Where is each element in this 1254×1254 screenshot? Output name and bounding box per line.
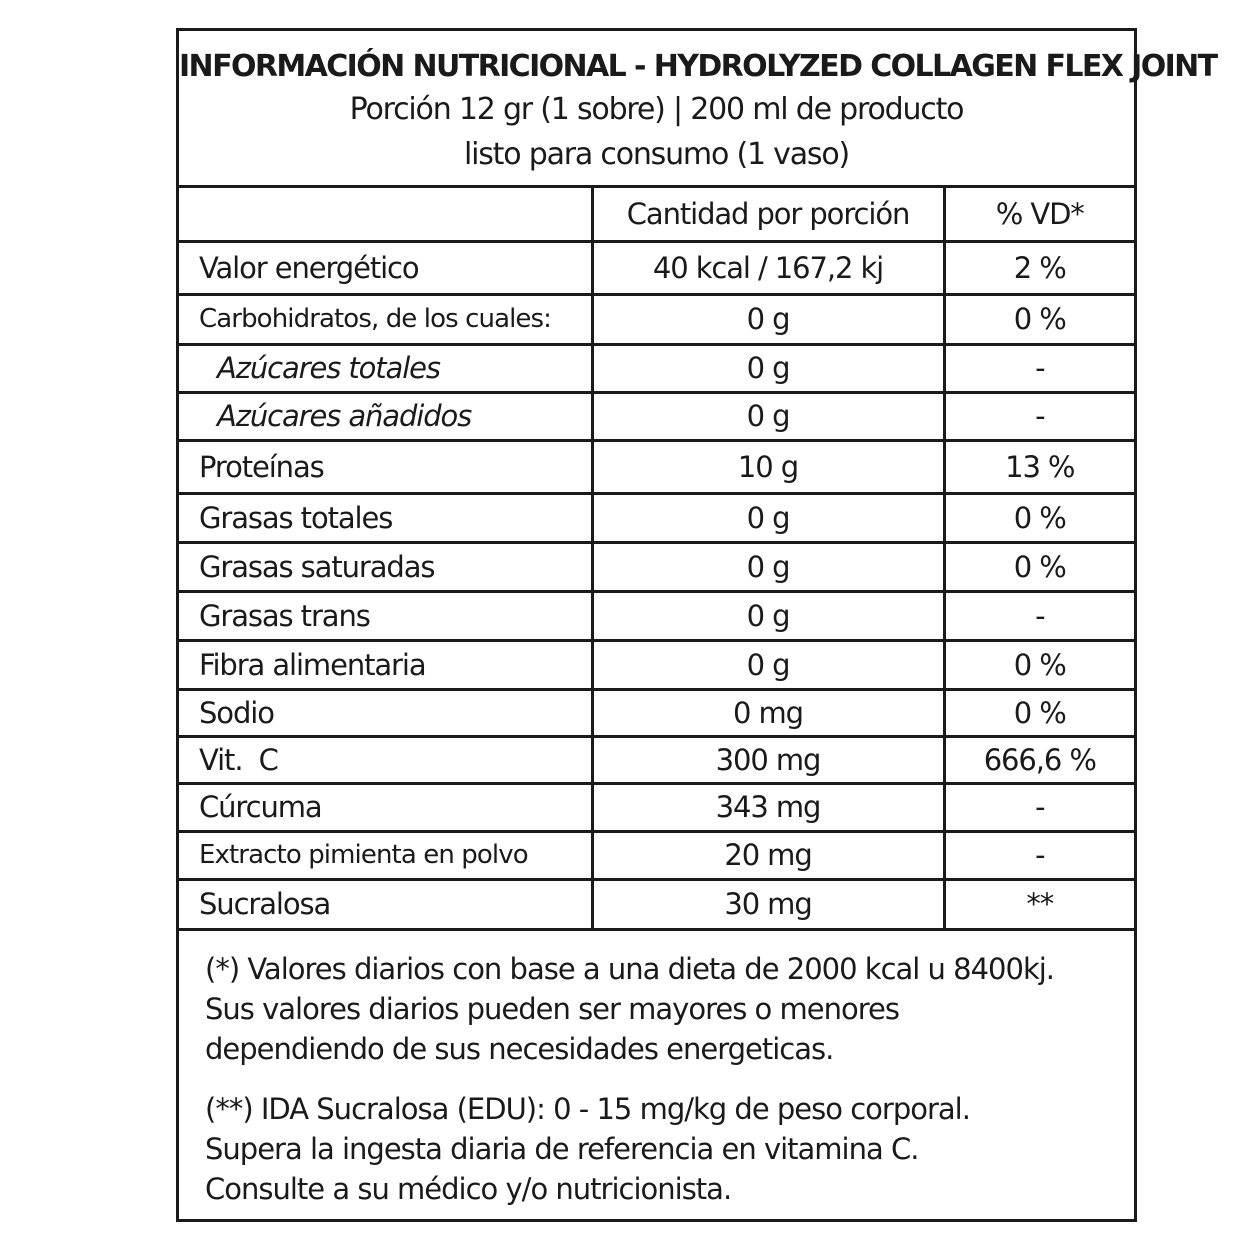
table-row [179, 542, 1134, 591]
nutrient-name: Sucralosa [179, 879, 592, 929]
footnote-line: Sus valores diarios pueden ser mayores o menores [205, 991, 899, 1026]
nutrient-amount: 0 g [592, 640, 944, 689]
nutrient-name: Grasas saturadas [179, 542, 592, 591]
nutrient-name: Sodio [179, 689, 592, 736]
footnote-line: Supera la ingesta diaria de referencia en vitamina C. [205, 1131, 919, 1166]
nutrient-name: Azúcares totales [179, 344, 592, 392]
nutrient-amount: 20 mg [592, 831, 944, 879]
footnote-line: Consulte a su médico y/o nutricionista. [205, 1171, 732, 1206]
header-amount-per-serving: Cantidad por porción [592, 188, 944, 241]
nutrient-amount: 40 kcal / 167,2 kj [592, 241, 944, 294]
nutrient-name: Proteínas [179, 440, 592, 493]
nutrient-name: Extracto pimienta en polvo [179, 831, 592, 879]
nutrient-dv: ** [944, 879, 1134, 929]
table-row [179, 689, 1134, 736]
nutrient-name: Grasas totales [179, 493, 592, 542]
nutrient-dv: 0 % [944, 542, 1134, 591]
nutrient-amount: 300 mg [592, 736, 944, 783]
nutrient-amount: 0 g [592, 392, 944, 440]
label-header [179, 31, 1217, 188]
nutrient-amount: 30 mg [592, 879, 944, 929]
nutrient-name: Grasas trans [179, 591, 592, 640]
nutrient-name: Vit. C [179, 736, 592, 783]
table-row [179, 241, 1134, 294]
nutrient-dv: - [944, 344, 1134, 392]
nutrient-dv: - [944, 783, 1134, 831]
nutrient-dv: 666,6 % [944, 736, 1134, 783]
nutrient-dv: 2 % [944, 241, 1134, 294]
nutrient-name: Cúrcuma [179, 783, 592, 831]
footnote-line: (**) IDA Sucralosa (EDU): 0 - 15 mg/kg de peso corporal. [205, 1091, 970, 1126]
table-row [179, 640, 1134, 689]
nutrient-dv: 13 % [944, 440, 1134, 493]
table-row [179, 783, 1134, 831]
nutrient-dv: 0 % [944, 640, 1134, 689]
table-row [179, 493, 1134, 542]
nutrition-table [179, 188, 1134, 931]
nutrient-dv: - [944, 591, 1134, 640]
table-row [179, 831, 1134, 879]
table-row [179, 344, 1134, 392]
nutrient-dv: - [944, 392, 1134, 440]
table-row [179, 294, 1134, 344]
nutrient-amount: 0 g [592, 542, 944, 591]
label-title: INFORMACIÓN NUTRICIONAL - HYDROLYZED COLLAGEN FLEX JOINT [179, 49, 1217, 84]
table-header-row [179, 188, 1134, 241]
nutrient-dv: 0 % [944, 294, 1134, 344]
header-nutrient [179, 188, 592, 241]
table-row [179, 440, 1134, 493]
table-row [179, 392, 1134, 440]
nutrient-name: Valor energético [179, 241, 592, 294]
footnote-line: (*) Valores diarios con base a una dieta de 2000 kcal u 8400kj. [205, 951, 1055, 986]
table-row [179, 879, 1134, 929]
footnote-daily-values [205, 949, 1134, 1069]
nutrient-name: Carbohidratos, de los cuales: [179, 294, 592, 344]
footnotes [179, 931, 1134, 1209]
table-row [179, 591, 1134, 640]
nutrient-dv: 0 % [944, 493, 1134, 542]
footnote-line: dependiendo de sus necesidades energeticas. [205, 1031, 834, 1066]
nutrient-dv: - [944, 831, 1134, 879]
footnote-sucralose [205, 1089, 1134, 1209]
nutrient-amount: 343 mg [592, 783, 944, 831]
nutrient-name: Fibra alimentaria [179, 640, 592, 689]
serving-size-line-1: Porción 12 gr (1 sobre) | 200 ml de producto [349, 92, 964, 127]
nutrient-dv: 0 % [944, 689, 1134, 736]
nutrient-amount: 0 g [592, 294, 944, 344]
header-daily-value: % VD* [944, 188, 1134, 241]
nutrient-amount: 0 g [592, 591, 944, 640]
nutrient-amount: 0 g [592, 344, 944, 392]
nutrient-amount: 0 g [592, 493, 944, 542]
nutrient-name: Azúcares añadidos [179, 392, 592, 440]
table-row [179, 736, 1134, 783]
nutrient-amount: 0 mg [592, 689, 944, 736]
nutrient-amount: 10 g [592, 440, 944, 493]
serving-size-line-2: listo para consumo (1 vaso) [463, 137, 849, 172]
nutrition-label [176, 28, 1217, 1222]
